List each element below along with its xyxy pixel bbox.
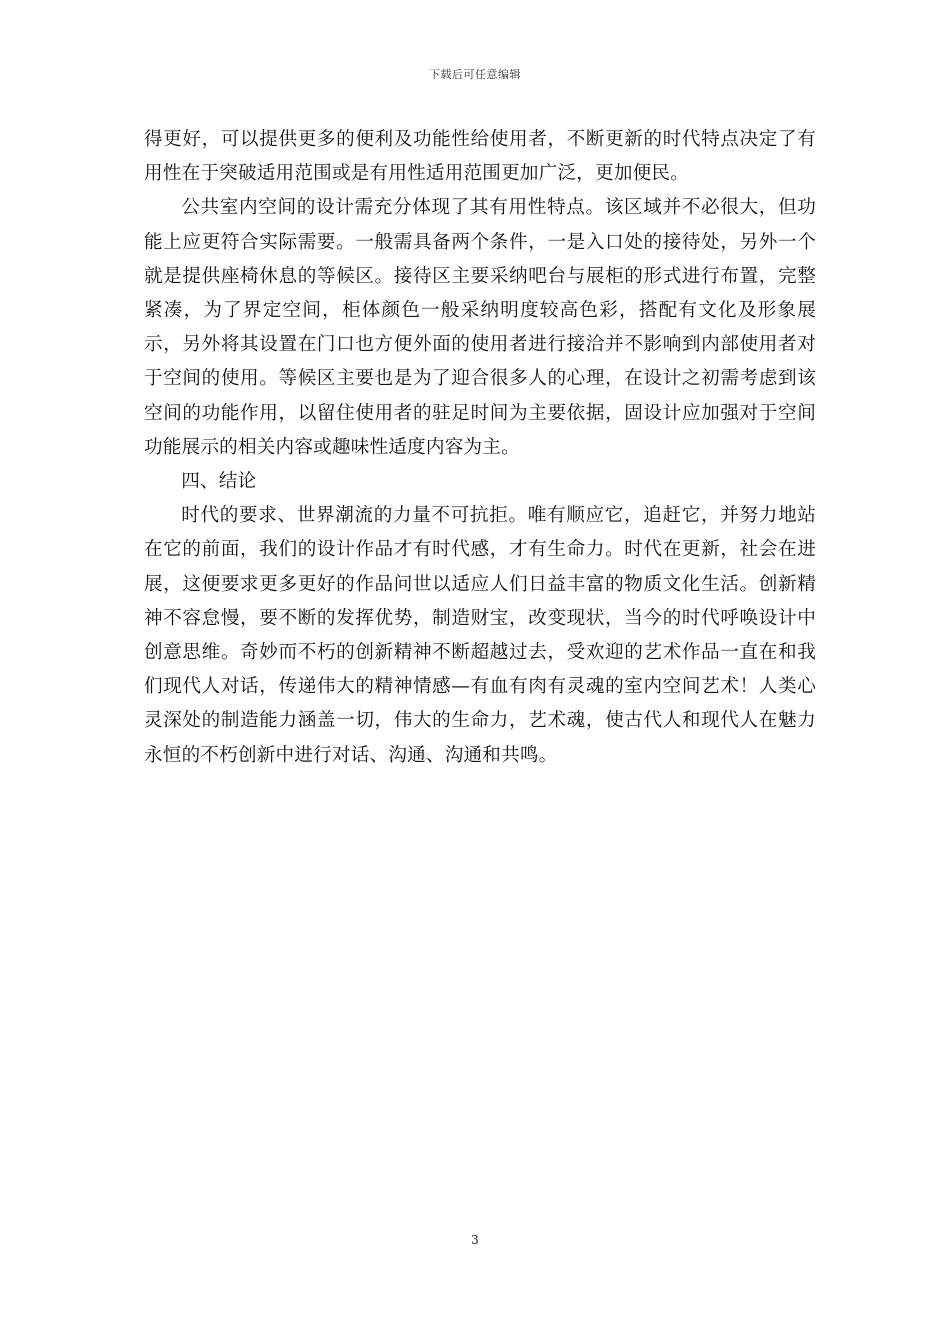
page-header-note: 下载后可任意编辑 bbox=[429, 68, 521, 81]
paragraph-continuation: 得更好，可以提供更多的便利及功能性给使用者，不断更新的时代特点决定了有用性在于突破适用范围或是有用性适用范围更加广泛，更加便民。 bbox=[144, 129, 816, 185]
paragraph-public-space: 公共室内空间的设计需充分体现了其有用性特点。该区域并不必很大，但功能上应更符合实际需要。一般需具备两个条件，一是入口处的接待处，另外一个就是提供座椅休息的等候区。接待区主要采纳吧台与展柜的形式进行布置，完整紧凑，为了界定空间，柜体颜色一般采纳明度较高色彩，搭配有文化及形象展示，另外将其设置在门口也方便外面的使用者进行接洽并不影响到内部使用者对于空间的使用。等候区主要也是为了迎合很多人的心理，在设计之初需考虑到该空间的功能作用，以留住使用者的驻足时间为主要依据，固设计应加强对于空间功能展示的相关内容或趣味性适度内容为主。 bbox=[144, 197, 816, 458]
page-number: 3 bbox=[471, 1233, 479, 1247]
section-heading-conclusion: 四、结论 bbox=[181, 471, 257, 493]
paragraph-conclusion: 时代的要求、世界潮流的力量不可抗拒。唯有顺应它，追赶它，并努力地站在它的前面，我们的设计作品才有时代感，才有生命力。时代在更新，社会在进展，这便要求更多更好的作品问世以适应人们日益丰富的物质文化生活。创新精神不容怠慢，要不断的发挥优势，制造财宝，改变现状，当今的时代呼唤设计中创意思维。奇妙而不朽的创新精神不断超越过去，受欢迎的艺术作品一直在和我们现代人对话，传递伟大的精神情感—有血有肉有灵魂的室内空间艺术！人类心灵深处的制造能力涵盖一切，伟大的生命力，艺术魂，使古代人和现代人在魅力永恒的不朽创新中进行对话、沟通、沟通和共鸣。 bbox=[144, 505, 816, 766]
document-body bbox=[144, 123, 816, 773]
